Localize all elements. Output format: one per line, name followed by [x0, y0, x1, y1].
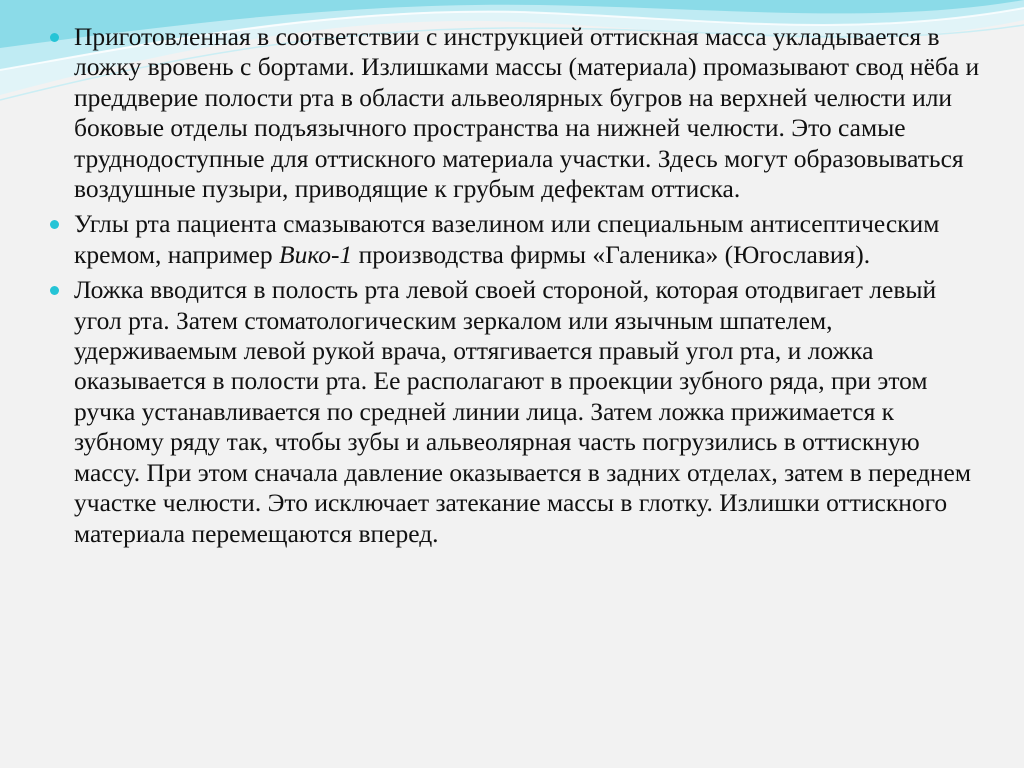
bullet-dot-icon — [50, 286, 59, 295]
bullet-dot-icon — [50, 33, 59, 42]
bullet-text-part: Углы рта пациента смазываются вазелином или специальным антисептическим кремом, например — [74, 209, 940, 269]
bullet-list — [50, 22, 990, 549]
bullet-text-part: производства фирмы «Галеника» (Югославия). — [352, 239, 871, 269]
product-name-italic: Вико-1 — [279, 239, 353, 269]
slide-body — [50, 22, 990, 554]
list-item — [50, 209, 990, 270]
bullet-text: Приготовленная в соответствии с инструкцией оттискная масса укладывается в ложку вровень с бортами. Излишками массы (материала) промазывают свод нёба и преддверие полости рта в области альвеолярных бугров на верхней челюсти или боковые отделы подъязычного пространства на нижней челюсти. Это самые труднодоступные для оттискного материала участки. Здесь могут образовываться воздушные пузыри, приводящие к грубым дефектам оттиска. — [74, 22, 980, 204]
list-item — [50, 22, 990, 204]
bullet-dot-icon — [50, 220, 59, 229]
bullet-text: Ложка вводится в полость рта левой своей стороной, которая отодвигает левый угол рта. Затем стоматологическим зеркалом или язычным шпателем, удерживаемым левой рукой врача, оттягивается правый угол рта, и ложка оказывается в полости рта. Ее располагают в проекции зубного ряда, при этом ручка устанавливается по средней линии лица. Затем ложка прижимается к зубному ряду так, чтобы зубы и альвеолярная часть погрузились в оттискную массу. При этом сначала давление оказывается в задних отделах, затем в переднем участке челюсти. Это исключает затекание массы в глотку. Излишки оттискного материала перемещаются вперед. — [74, 275, 971, 548]
list-item — [50, 275, 990, 549]
